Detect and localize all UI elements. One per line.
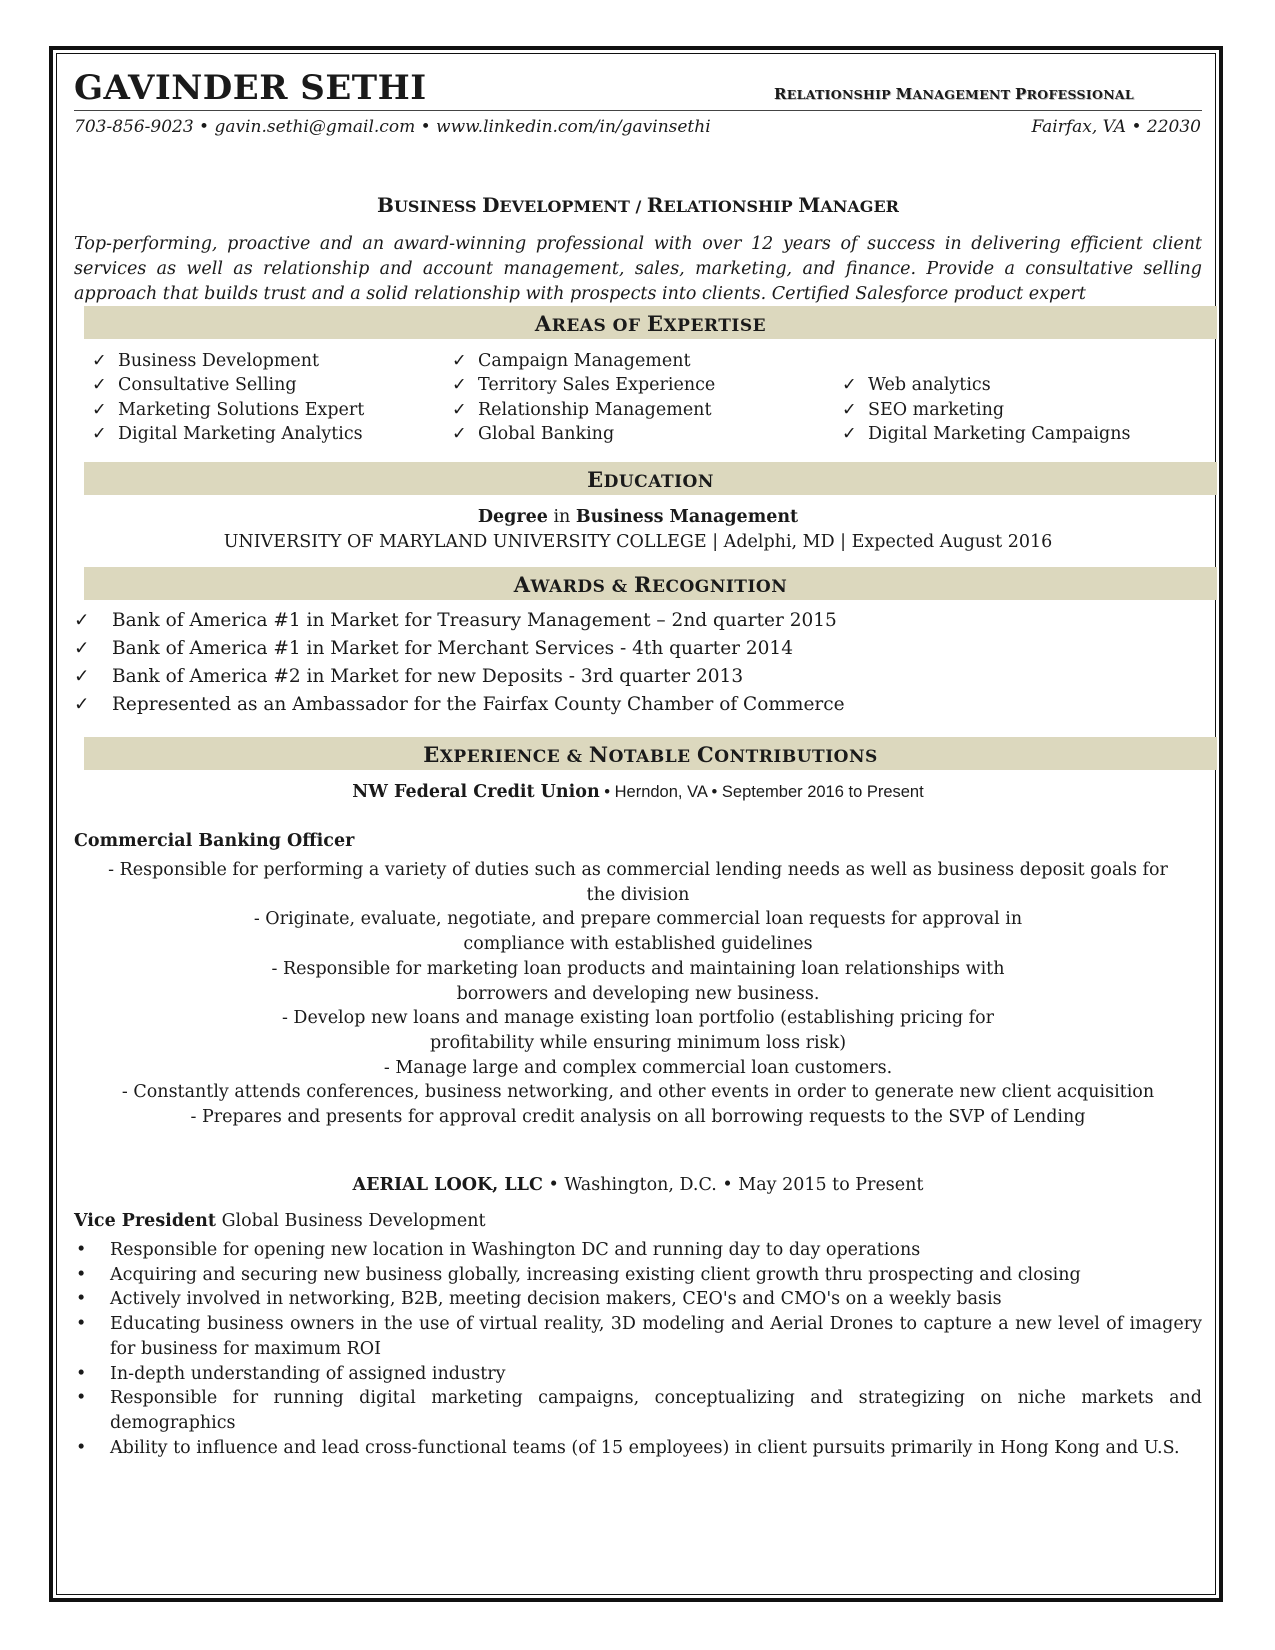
checkmark-icon: ✓	[92, 375, 107, 395]
section-header-education: EDUCATION	[84, 462, 1217, 495]
checkmark-icon: ✓	[452, 375, 467, 395]
checkmark-icon: ✓	[842, 400, 857, 420]
duty-line: - Responsible for marketing loan products and maintaining loan relationships with	[271, 958, 1005, 979]
job-title: Vice President Global Business Development	[74, 1211, 486, 1231]
checkmark-icon: ✓	[452, 424, 467, 444]
location: Fairfax, VA • 22030	[1031, 117, 1201, 137]
list-item: • Educating business owners in the use of virtual reality, 3D modeling and Aerial Drones to capture a new level of imagery for business for maximum ROI	[74, 1312, 1202, 1361]
header-rule	[74, 110, 1202, 111]
expertise-item: ✓ Digital Marketing Analytics	[92, 424, 363, 444]
expertise-item: ✓ Territory Sales Experience	[452, 375, 716, 395]
duty-line: - Responsible for performing a variety of duties such as commercial lending needs as well as business deposit goals for	[108, 860, 1168, 880]
expertise-item: ✓ SEO marketing	[842, 400, 1005, 420]
checkmark-icon: ✓	[842, 424, 857, 444]
headline: BUSINESS DEVELOPMENT / RELATIONSHIP MANAGER	[377, 193, 899, 217]
checkmark-icon: ✓	[92, 351, 107, 371]
section-header-expertise: AREAS OF EXPERTISE	[84, 306, 1217, 339]
list-item: • Responsible for running digital marketing campaigns, conceptualizing and strategizing on niche markets and demographics	[74, 1386, 1202, 1435]
duty-line: - Prepares and presents for approval credit analysis on all borrowing requests to the SVP of Lending	[190, 1107, 1086, 1128]
school-line: UNIVERSITY OF MARYLAND UNIVERSITY COLLEGE | Adelphi, MD | Expected August 2016	[223, 532, 1053, 552]
checkmark-icon: ✓	[74, 638, 90, 659]
list-item: • Responsible for opening new location in Washington DC and running day to day operations	[74, 1238, 1202, 1263]
list-item: • In-depth understanding of assigned industry	[74, 1362, 1202, 1387]
checkmark-icon: ✓	[452, 400, 467, 420]
checkmark-icon: ✓	[74, 610, 90, 631]
expertise-item: ✓ Business Development	[92, 351, 320, 371]
duty-line: the division	[586, 884, 690, 905]
award-item: ✓ Bank of America #1 in Market for Treasury Management – 2nd quarter 2015	[74, 610, 837, 631]
award-item: ✓ Bank of America #2 in Market for new Deposits - 3rd quarter 2013	[74, 666, 744, 687]
checkmark-icon: ✓	[842, 375, 857, 395]
checkmark-icon: ✓	[74, 666, 90, 687]
checkmark-icon: ✓	[92, 424, 107, 444]
job-title: Commercial Banking Officer	[74, 831, 355, 851]
expertise-item: ✓ Digital Marketing Campaigns	[842, 424, 1131, 444]
employer-line: NW Federal Credit Union • Herndon, VA • September 2016 to Present	[352, 782, 924, 802]
duty-line: - Manage large and complex commercial loan customers.	[383, 1057, 893, 1078]
list-item: • Ability to influence and lead cross-functional teams (of 15 employees) in client pursuits primarily in Hong Kong and U.S.	[74, 1436, 1202, 1461]
section-header-awards: AWARDS & RECOGNITION	[84, 567, 1217, 600]
professional-title: RELATIONSHIP MANAGEMENT PROFESSIONAL	[774, 85, 1135, 103]
checkmark-icon: ✓	[452, 351, 467, 371]
section-header-experience: EXPERIENCE & NOTABLE CONTRIBUTIONS	[84, 737, 1217, 770]
expertise-item: ✓ Global Banking	[452, 424, 615, 444]
duty-line: - Constantly attends conferences, business networking, and other events in order to generate new client acquisition	[121, 1082, 1155, 1103]
duty-line: profitability while ensuring minimum loss risk)	[429, 1032, 847, 1053]
professional-summary: Top-performing, proactive and an award-winning professional with over 12 years of success in delivering efficient client services as well as relationship and account management, sales, marketing, and finance. Provide a consultative selling approach that builds trust and a solid relationship with prospects into clients. Certified Salesforce product expert	[74, 234, 1202, 304]
expertise-item: ✓ Consultative Selling	[92, 375, 297, 395]
expertise-item: ✓ Campaign Management	[452, 351, 691, 371]
duty-line: - Develop new loans and manage existing loan portfolio (establishing pricing for	[281, 1008, 995, 1029]
expertise-item: ✓ Web analytics	[842, 375, 991, 395]
expertise-item: ✓ Marketing Solutions Expert	[92, 400, 365, 420]
duty-line: borrowers and developing new business.	[456, 983, 820, 1004]
award-item: ✓ Bank of America #1 in Market for Merchant Services - 4th quarter 2014	[74, 638, 793, 659]
duty-line: compliance with established guidelines	[463, 934, 813, 955]
job-bullet-list	[74, 1238, 1202, 1460]
degree-line: Degree in Business Management	[477, 507, 799, 527]
list-item: • Acquiring and securing new business globally, increasing existing client growth thru prospecting and closing	[74, 1263, 1202, 1288]
candidate-name: GAVINDER SETHI	[74, 68, 427, 108]
award-item: ✓ Represented as an Ambassador for the Fairfax County Chamber of Commerce	[74, 694, 845, 715]
job-duties	[74, 858, 1202, 1130]
employer-line: AERIAL LOOK, LLC • Washington, D.C. • May 2015 to Present	[352, 1175, 924, 1195]
duty-line: - Originate, evaluate, negotiate, and prepare commercial loan requests for approval in	[253, 909, 1023, 930]
list-item: • Actively involved in networking, B2B, meeting decision makers, CEO's and CMO's on a weekly basis	[74, 1287, 1202, 1312]
checkmark-icon: ✓	[74, 694, 90, 715]
checkmark-icon: ✓	[92, 400, 107, 420]
expertise-item: ✓ Relationship Management	[452, 400, 712, 420]
contact-info: 703-856-9023 • gavin.sethi@gmail.com • www.linkedin.com/in/gavinsethi	[74, 117, 711, 137]
